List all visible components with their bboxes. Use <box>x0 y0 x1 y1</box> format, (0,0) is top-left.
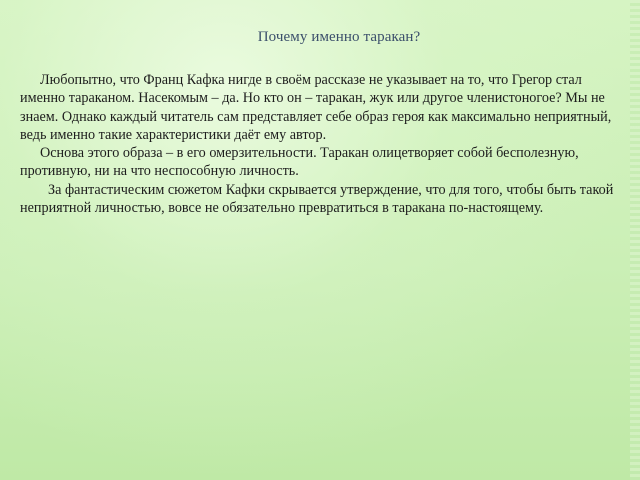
paragraph-3: За фантастическим сюжетом Кафки скрывается утверждение, что для того, чтобы быть такой неприятной личностью, вовсе не обязательно превратиться в таракана по-настоящему. <box>20 181 614 217</box>
paragraph-2: Основа этого образа – в его омерзительности. Таракан олицетворяет собой бесполезную, противную, ни на что неспособную личность. <box>20 145 579 180</box>
slide-title: Почему именно таракан? <box>257 29 421 45</box>
decorative-edge-strip <box>630 0 640 480</box>
slide-body <box>20 71 626 217</box>
paragraph-1: Любопытно, что Франц Кафка нигде в своём рассказе не указывает на то, что Грегор стал именно тараканом. Насекомым – да. Но кто он – таракан, жук или другое членистоногое? Мы не знаем. Однако каждый читатель сам представляет себе образ героя как максимально неприятный, ведь именно такие характеристики даёт ему автор. <box>20 72 612 143</box>
